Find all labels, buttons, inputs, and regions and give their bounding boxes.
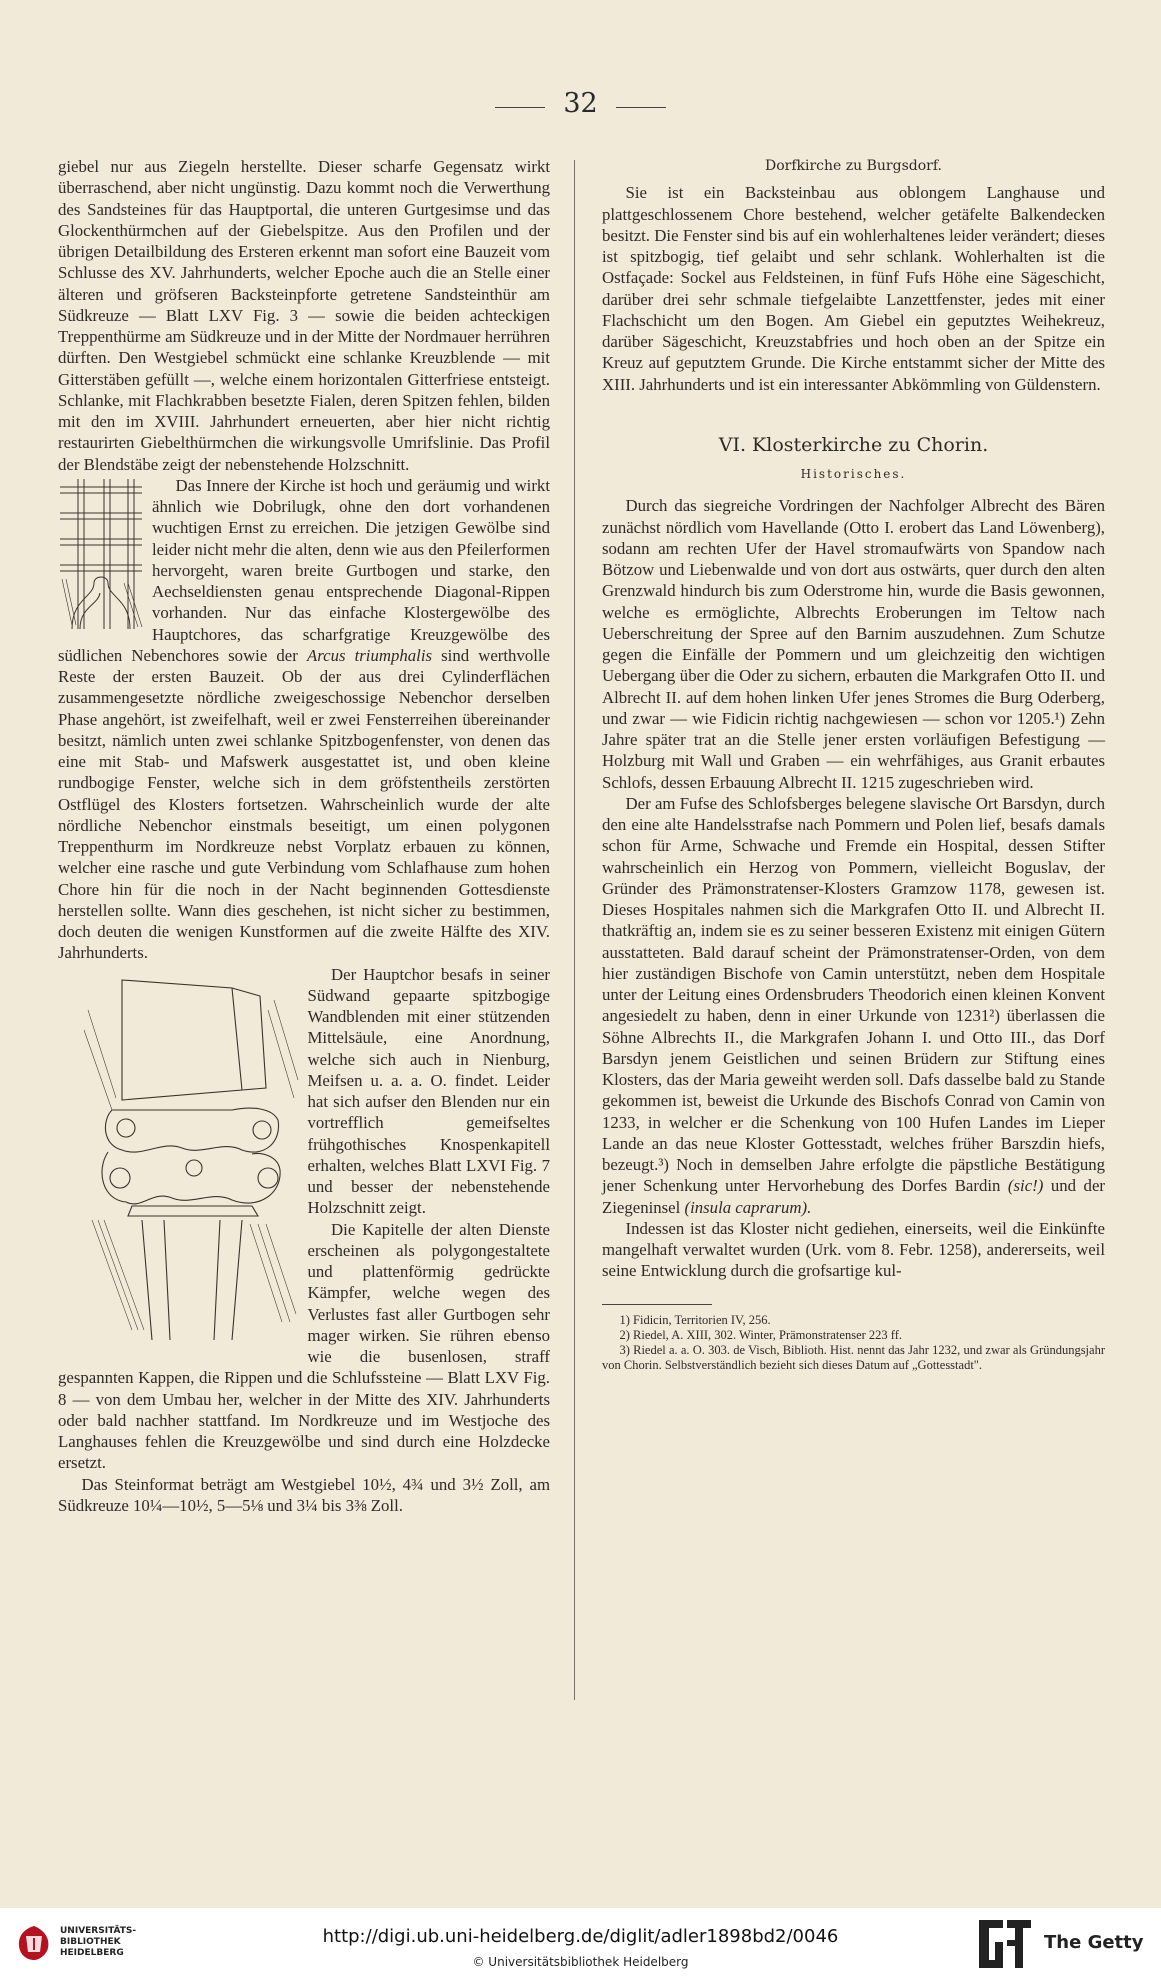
footnote-separator (602, 1304, 712, 1305)
uni-line-3: HEIDELBERG (60, 1948, 124, 1958)
right-column (602, 156, 1105, 1373)
page-number-rule-right (616, 107, 666, 108)
paragraph-indessen: Indessen ist das Kloster nicht gediehen, einerseits, weil die Einkünfte mangelhaft verwaltet wurden (Urk. vom 8. Febr. 1258), andererseits, weil seine Entwicklung durch die grofsartige kul- (602, 1218, 1105, 1281)
paragraph-hauptchor (58, 964, 550, 1219)
heading-klosterkirche-chorin: VI. Klosterkirche zu Chorin. (718, 433, 989, 456)
hauptchor-text: Der Hauptchor besafs in seiner Südwand gepaarte spitzbogige Wandblenden mit einer stützenden Mittelsäule, eine Anordnung, welche sich auch in Nienburg, Meifsen u. a. a. O. findet. Leider hat sich aufser den Blenden nur ein vortrefflich gemeifseltes frühgothisches Knospenkapitell erhalten, welches Blatt LXVI Fig. 7 und besser der nebenstehende Holzschnitt zeigt. (307, 964, 550, 1218)
heading-dorfkirche-burgsdorf: Dorfkirche zu Burgsdorf. (765, 158, 942, 174)
left-column (58, 156, 550, 1516)
insula-caprarum-term: (insula caprarum). (684, 1197, 812, 1217)
heading-historisches: Historisches. (800, 467, 907, 481)
arcus-triumphalis-term: Arcus triumphalis (306, 645, 433, 665)
footnotes (602, 1313, 1105, 1373)
permalink-url[interactable]: http://digi.ub.uni-heidelberg.de/diglit/adler1898bd2/0046 (322, 1926, 839, 1947)
sic-note: (sic!) (1007, 1176, 1044, 1196)
copyright-notice: © Universitätsbibliothek Heidelberg (472, 1955, 689, 1969)
paragraph-steinformat: Das Steinformat beträgt am Westgiebel 10½, 4¾ und 3½ Zoll, am Südkreuze 10¼—10½, 5—5⅛ und 3¼ bis 3⅜ Zoll. (58, 1474, 550, 1515)
viewer-footer (0, 1908, 1161, 1978)
uni-line-1: UNIVERSITÄTS- (60, 1926, 137, 1936)
column-divider (574, 160, 575, 1700)
interior-text-a: Das Innere der Kirche ist hoch und geräumig und wirkt ähnlich wie Dobrilugk, ohne den dort vorhandenen wuchtigen Ernst zu erreichen. Die jetzigen Gewölbe sind leider nicht mehr die alten, denn wie aus den Pfeilerformen hervorgeht, waren breite Gurtbogen und starke, den Aechseldiensten genau entsprechende Diagonal-Rippen vorhanden. Nur das einfache Klostergewölbe des Hauptchores, das scharfgratige Kreuzgewölbe des südlichen Nebenchores sowie der (58, 475, 550, 665)
uni-line-2: BIBLIOTHEK (60, 1937, 121, 1947)
woodcut-profile-figure (58, 479, 144, 634)
paragraph-west-gable: giebel nur aus Ziegeln herstellte. Dieser scharfe Gegensatz wirkt überraschend, aber nicht ungünstig. Dazu kommt noch die Verwerthung des Sandsteines für das Hauptportal, die unteren Gurtgesimse und das Glockenthürmchen auf der Giebelspitze. Aus den Profilen und der übrigen Detailbildung des Ersteren erkennt man sofort eine Bauzeit vom Schlusse des XV. Jahrhunderts, welcher Epoche auch die an Stelle einer älteren und gröfseren Backsteinpforte getretene Sandsteinthür am Südkreuze — Blatt LXV Fig. 3 — sowie die beiden achteckigen Treppenthürme am Südkreuze und in der Mitte der Nordmauer herrühren dürften. Den Westgiebel schmückt eine schlanke Kreuzblende — mit Gitterstäben gefüllt —, welche einem horizontalen Gitterfriese entsteigt. Schlanke, mit Flachkrabben besetzte Fialen, deren Spitzen fehlen, bilden mit den im XVIII. Jahrhundert erneuerten, aber hier nicht richtig restaurirten Giebelthürmchen die wirkungsvolle Umrifslinie. Das Profil der Blendstäbe zeigt der nebenstehende Holzschnitt. (58, 157, 550, 474)
woodcut-capital-figure (58, 970, 300, 1345)
paragraph-burgsdorf: Sie ist ein Backsteinbau aus oblongem Langhause und plattgeschlossenem Chore bestehend, welcher getäfelte Balkendecken besitzt. Die Fenster sind bis auf ein wohlerhaltenes leider verändert; dieses ist spitzbogig, tief gelaibt und sehr schlank. Wohlerhalten ist die Ostfaçade: Sockel aus Feldsteinen, in fünf Fufs Höhe eine Sägeschicht, darüber drei sehr schmale tiefgelaibte Lanzettfenster, jedes mit einer Flachschicht um den Bogen. Am Giebel ein geputztes Weihekreuz, darüber Sägeschicht, Kreuzstabfries und hoch oben an der Spitze ein Kreuz auf geputztem Grunde. Die Kirche entstammt sicher der Mitte des XIII. Jahrhunderts und ist ein interessanter Abkömmling von Güldenstern. (602, 183, 1105, 394)
interior-text-b: sind werthvolle Reste der ersten Bauzeit. Ob der aus drei Cylinderflächen zusammengesetzte nördliche zweigeschossige Nebenchor derselben Phase angehört, ist zweifelhaft, weil er zwei Fensterreihen übereinander besitzt, nämlich unten zwei schlanke Spitzbogenfenster, von denen das eine mit Stab- und Mafswerk ausgestattet ist, und oben kleine rundbogige Fenster, welche sich in dem gröfstentheils zerstörten Ostflügel des Klosters fortsetzen. Wahrscheinlich wurde der alte nördliche Nebenchor einstmals beseitigt, um einen polygonen Treppenthurm im Nordkreuze nebst Vorplatz erbauen zu können, welcher eine rasche und gute Verbindung vom Schlafhause zum hohen Chore hin für die noch in der Nacht beginnenden Gottesdienste herstellen sollte. Wann dies geschehen, ist nicht sicher zu bestimmen, doch deuten die wenigen Kunstformen auf die zweite Hälfte des XIV. Jahrhunderts. (58, 645, 550, 963)
capital-woodcut-illustration (82, 970, 300, 1340)
page-number: 32 (563, 88, 598, 119)
barsdyn-text: Der am Fufse des Schlofsberges belegene slavische Ort Barsdyn, durch den eine alte Handelsstrafse nach Pommern und Polen lief, besafs damals schon für Arme, Schwache und Fremde ein Hospital, dessen Stifter wahrscheinlich ein Herzog von Pommern, vielleicht Boguslav, der Gründer des Prämonstratenser-Klosters Gramzow 1178, gewesen ist. Dieses Hospitales nahmen sich die Markgrafen Otto II. und Albrecht II. thatkräftig an, indem sie es zu seiner besseren Existenz mit einigen Gütern ausstatteten. Bald darauf scheint der Prämonstratenser-Orden, von dem hier zuständigen Bischofe von Camin unterstützt, neben dem Hospitale unter der Leitung eines Ordensbruders Theodorich einen kleinen Konvent angesiedelt zu haben, denn in einer Urkunde von 1231²) überlassen die Söhne Albrechts II., die Markgrafen Johann I. und Otto III., das Dorf Barsdyn jenem Geistlichen und seinen Brüdern zur Stiftung eines Klosters, das der Maria geweiht werden soll. Dafs dasselbe bald zu Stande gekommen ist, beweist die Urkunde des Bischofs Conrad von Camin von 1233, in welcher er die Schenkung von 100 Hufen Landes im Lieper Lande an das neue Kloster Gottesstadt, welches früher Barszdin hiefs, bezeugt.³) Noch in demselben Jahre erfolgte die päpstliche Bestätigung jener Schenkung unter Hervorhebung des Dorfes Bardin (602, 793, 1105, 1196)
page-number-rule-left (495, 107, 545, 108)
footnote-2: 2) Riedel, A. XIII, 302. Winter, Prämonstratenser 223 ff. (619, 1327, 903, 1342)
barsdyn-text-mid: und der Ziegeninsel (602, 1176, 1105, 1217)
paragraph-kapitelle: Die Kapitelle der alten Dienste erscheinen als polygongestaltete und plattenförmig gedrückte Kämpfer, welche wegen des Verlustes fast aller Gurtbogen sehr mager wirken. Sie rühren ebenso wie die busenlosen, straff gespannten Kappen, die Rippen und die Schlufssteine — Blatt LXV Fig. 8 — von dem Umbau her, welcher in der Mitte des XIV. Jahrhunderts oder bald nachher stattfand. Im Nordkreuze und im Westjoche des Langhauses fehlen die Kreuzgewölbe und sind durch eine Holzdecke ersetzt. (58, 1219, 550, 1473)
footnote-1: 1) Fidicin, Territorien IV, 256. (619, 1312, 771, 1327)
getty-logo-icon (975, 1916, 1035, 1972)
footnote-3: 3) Riedel a. a. O. 303. de Visch, Biblioth. Hist. nennt das Jahr 1232, und zwar als Gründungsjahr von Chorin. Selbstverständlich bezieht sich dieses Datum auf „Gottesstadt". (602, 1342, 1105, 1372)
getty-label: The Getty (1044, 1932, 1144, 1953)
paragraph-barsdyn (602, 793, 1105, 1218)
profile-woodcut-illustration (58, 479, 144, 629)
paragraph-vordringen: Durch das siegreiche Vordringen der Nachfolger Albrecht des Bären zunächst nördlich vom Havellande (Otto I. erobert das Land Löwenberg), sodann am rechten Ufer der Havel stromaufwärts von Spandow nach Bötzow und Liebenwalde und von dort aus ostwärts, quer durch den alten Grenzwald hindurch bis zum Oderstrome hin, wurde die Basis gewonnen, welche es ermöglichte, Albrechts Eroberungen im Teltow nach Ueberschreitung der Spree auf den Barnim auszudehnen. Zum Schutze gegen die Einfälle der Pommern und um gleichzeitig den wichtigen Uebergang über die Oder zu sichern, erbauten die Markgrafen Otto II. und Albrecht II. auf dem hohen linken Ufer jenes Stromes die Burg Oderberg, und zwar — wie Fidicin richtig nachgewiesen — schon vor 1205.¹) Zehn Jahre später trat an die Stelle jener ersten vorläufigen Befestigung — Holzburg mit Wall und Graben — ein wehrfähiges, aus Granit erbautes Schlofs, dessen Erbauung Albrecht II. 1215 zugeschrieben wird. (602, 496, 1105, 792)
